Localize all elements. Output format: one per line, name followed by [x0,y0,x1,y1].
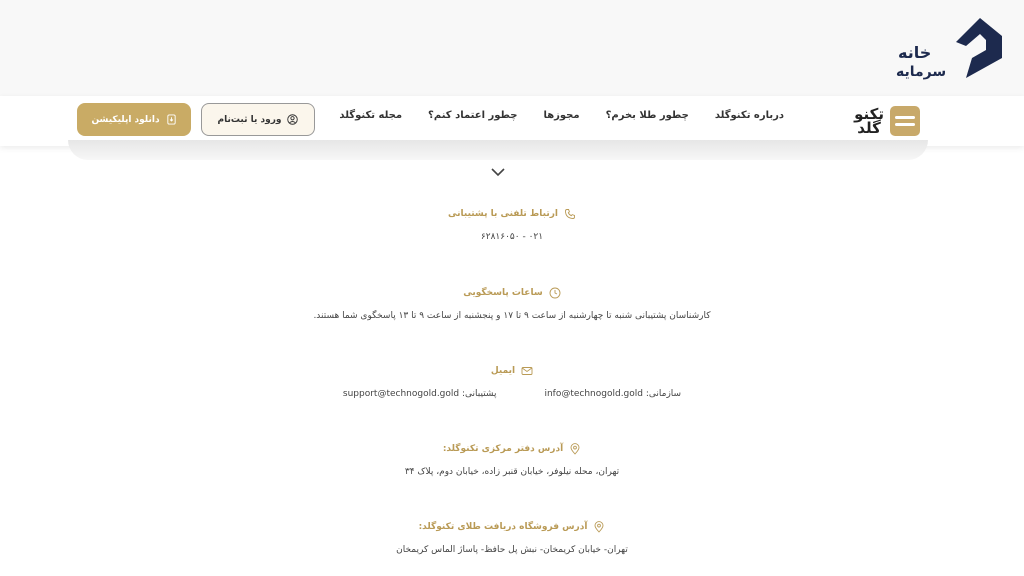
nav-magazine[interactable]: مجله تکنوگلد [339,110,403,121]
hours-title: ساعات پاسخگویی [463,288,543,298]
login-button-label: ورود یا ثبت‌نام [217,114,282,125]
phone-icon [564,208,576,220]
technogold-logo-text [854,107,884,135]
office-address: تهران، محله نیلوفر، خیابان قنبر زاده، خیابان دوم، پلاک ۳۴ [404,467,620,477]
clock-icon [549,287,561,299]
main-nav [339,110,784,121]
phone-number[interactable]: ۰۲۱ - ۶۲۸۱۶۰۵۰ [480,232,544,242]
phone-title: ارتباط تلفنی با پشتیبانی [448,209,558,219]
nav-trust[interactable]: چطور اعتماد کنم؟ [428,110,518,121]
download-app-label: دانلود اپلیکیشن [91,114,160,125]
email-section [0,365,1024,399]
email-support[interactable]: پشتیبانی: support@technogold.gold [342,389,497,399]
technogold-logo-icon [890,106,920,136]
hours-section [0,287,1024,321]
hours-text: کارشناسان پشتیبانی شنبه تا چهارشنبه از ساعت ۹ تا ۱۷ و پنجشنبه از ساعت ۹ تا ۱۳ پاسخگوی شما هستند. [313,311,711,321]
store-title: آدرس فروشگاه دریافت طلای تکنوگلد: [418,522,588,532]
mail-icon [521,365,533,377]
store-section [0,521,1024,555]
nav-about[interactable]: درباره تکنوگلد [714,110,784,121]
top-banner [0,0,1024,96]
email-org[interactable]: سازمانی: info@technogold.gold [544,389,682,399]
nav-licenses[interactable]: مجوزها [543,110,580,121]
email-title: ایمیل [490,366,516,376]
nav-how-to-buy[interactable]: چطور طلا بخرم؟ [605,110,689,121]
office-title: آدرس دفتر مرکزی تکنوگلد: [442,444,564,454]
office-section [0,443,1024,477]
location-pin-icon [593,521,605,533]
chevron-down-icon[interactable] [490,166,506,178]
hero-image-strip [68,140,928,160]
brand-line-1: تکنو [854,105,884,123]
login-button[interactable] [201,103,315,136]
location-pin-icon [569,443,581,455]
phone-section [0,208,1024,242]
user-icon [287,114,298,125]
khane-sarmayeh-logo[interactable] [894,12,1010,84]
badge-line-2: سرمایه [896,64,947,80]
badge-line-1: خانه [898,43,932,62]
brand-line-2: گلد [857,119,881,137]
download-app-button[interactable] [77,103,191,136]
technogold-logo[interactable] [834,104,920,138]
store-address: تهران- خیابان کریمخان- نبش پل حافظ- پاساژ الماس کریمخان [396,545,628,555]
download-icon [166,114,177,125]
